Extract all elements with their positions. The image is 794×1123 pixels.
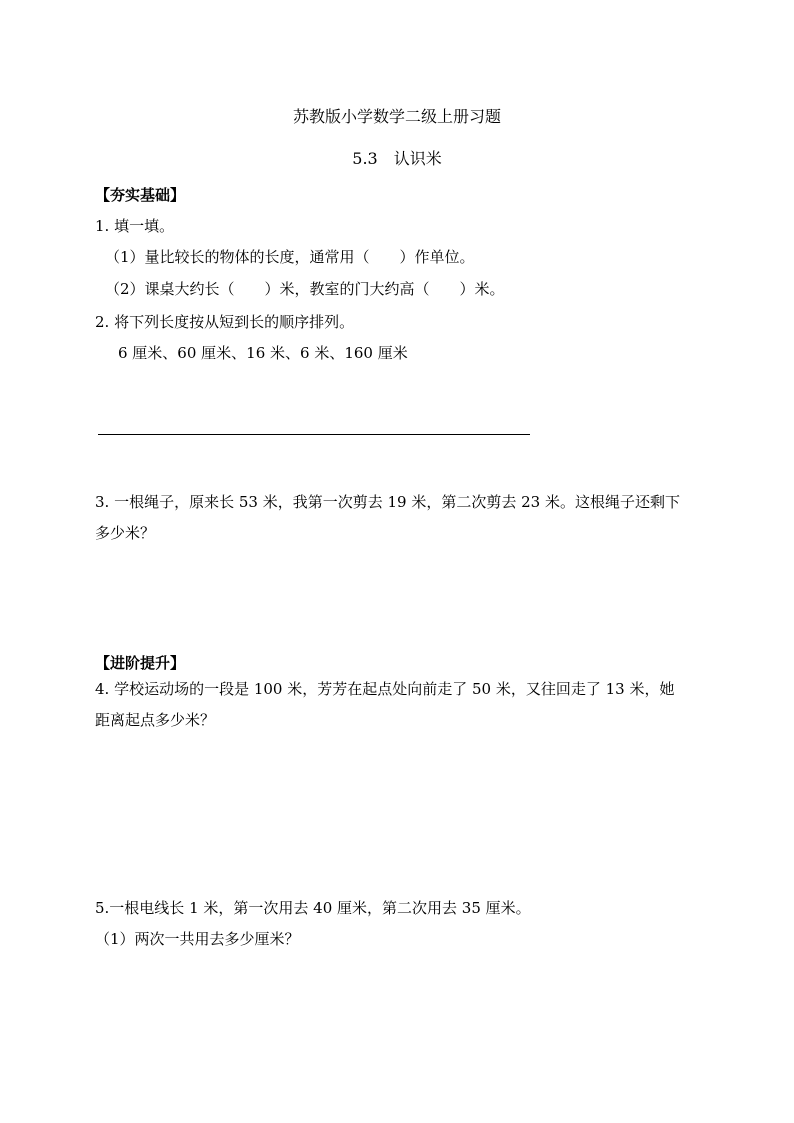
question-4-line-1: 4. 学校运动场的一段是 100 米，芳芳在起点处向前走了 50 米，又往回走了 13 米，她 [95, 680, 675, 698]
question-5-part-1: （1）两次一共用去多少厘米？ [95, 930, 300, 948]
question-1-part-1: （1）量比较长的物体的长度，通常用（ ）作单位。 [105, 248, 475, 266]
question-1-part-2: （2）课桌大约长（ ）米，教室的门大约高（ ）米。 [105, 280, 505, 298]
section-basic-label: 【夯实基础】 [95, 186, 186, 204]
question-2-items: 6 厘米、60 厘米、16 米、6 米、160 厘米 [118, 344, 408, 362]
question-3-line-2: 多少米？ [95, 524, 156, 542]
question-3-line-1: 3. 一根绳子，原来长 53 米，我第一次剪去 19 米，第二次剪去 23 米。这根绳子还剩下 [95, 493, 680, 511]
section-advanced-label: 【进阶提升】 [95, 654, 186, 672]
lesson-subtitle: 5.3 认识米 [352, 149, 442, 168]
question-2-answer-line [98, 434, 530, 435]
question-5-stem: 5.一根电线长 1 米，第一次用去 40 厘米，第二次用去 35 厘米。 [95, 899, 531, 917]
question-2-stem: 2. 将下列长度按从短到长的顺序排列。 [95, 313, 355, 331]
page-title: 苏教版小学数学二级上册习题 [292, 107, 501, 126]
question-4-line-2: 距离起点多少米？ [95, 711, 216, 729]
question-1-stem: 1. 填一填。 [95, 217, 175, 235]
